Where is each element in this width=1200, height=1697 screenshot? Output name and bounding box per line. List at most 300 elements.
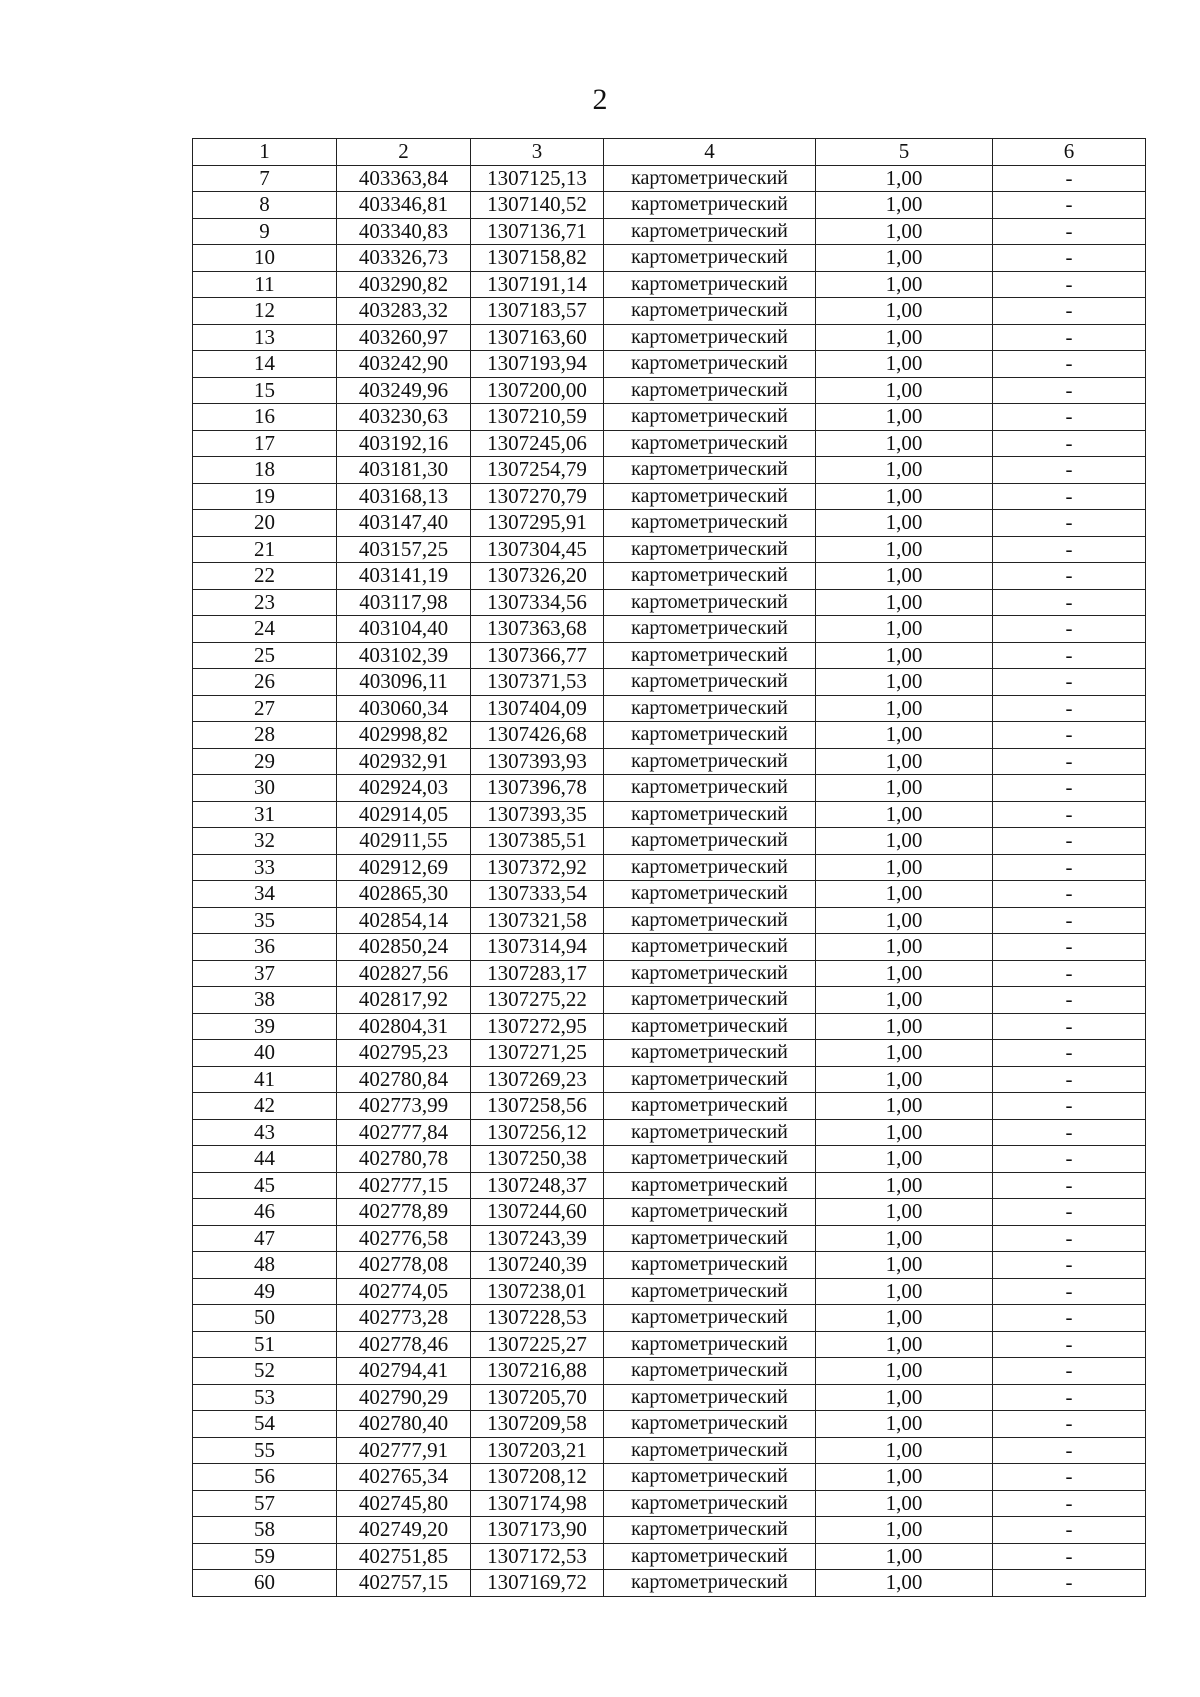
table-row xyxy=(193,377,1146,404)
note-cell: - xyxy=(993,1199,1146,1226)
table-row xyxy=(193,165,1146,192)
x-coordinate-cell: 402790,29 xyxy=(337,1384,471,1411)
note-cell: - xyxy=(993,616,1146,643)
y-coordinate-cell: 1307272,95 xyxy=(471,1013,604,1040)
accuracy-cell: 1,00 xyxy=(816,801,993,828)
note-cell: - xyxy=(993,1384,1146,1411)
point-number-cell: 54 xyxy=(193,1411,337,1438)
y-coordinate-cell: 1307228,53 xyxy=(471,1305,604,1332)
x-coordinate-cell: 402804,31 xyxy=(337,1013,471,1040)
note-cell: - xyxy=(993,192,1146,219)
table-row xyxy=(193,1543,1146,1570)
x-coordinate-cell: 402795,23 xyxy=(337,1040,471,1067)
y-coordinate-cell: 1307240,39 xyxy=(471,1252,604,1279)
y-coordinate-cell: 1307256,12 xyxy=(471,1119,604,1146)
x-coordinate-cell: 402827,56 xyxy=(337,960,471,987)
x-coordinate-cell: 403346,81 xyxy=(337,192,471,219)
x-coordinate-cell: 402924,03 xyxy=(337,775,471,802)
note-cell: - xyxy=(993,987,1146,1014)
point-number-cell: 22 xyxy=(193,563,337,590)
note-cell: - xyxy=(993,510,1146,537)
note-cell: - xyxy=(993,1093,1146,1120)
accuracy-cell: 1,00 xyxy=(816,934,993,961)
y-coordinate-cell: 1307371,53 xyxy=(471,669,604,696)
point-number-cell: 39 xyxy=(193,1013,337,1040)
table-row xyxy=(193,298,1146,325)
note-cell: - xyxy=(993,854,1146,881)
accuracy-cell: 1,00 xyxy=(816,404,993,431)
method-cell: картометрический xyxy=(604,1172,816,1199)
y-coordinate-cell: 1307366,77 xyxy=(471,642,604,669)
note-cell: - xyxy=(993,1172,1146,1199)
method-cell: картометрический xyxy=(604,1199,816,1226)
point-number-cell: 26 xyxy=(193,669,337,696)
point-number-cell: 47 xyxy=(193,1225,337,1252)
method-cell: картометрический xyxy=(604,1093,816,1120)
point-number-cell: 20 xyxy=(193,510,337,537)
note-cell: - xyxy=(993,1278,1146,1305)
method-cell: картометрический xyxy=(604,642,816,669)
x-coordinate-cell: 402932,91 xyxy=(337,748,471,775)
table-row xyxy=(193,483,1146,510)
x-coordinate-cell: 402777,84 xyxy=(337,1119,471,1146)
note-cell: - xyxy=(993,589,1146,616)
point-number-cell: 50 xyxy=(193,1305,337,1332)
header-cell-1: 1 xyxy=(193,139,337,166)
y-coordinate-cell: 1307174,98 xyxy=(471,1490,604,1517)
point-number-cell: 48 xyxy=(193,1252,337,1279)
x-coordinate-cell: 402765,34 xyxy=(337,1464,471,1491)
x-coordinate-cell: 402850,24 xyxy=(337,934,471,961)
point-number-cell: 52 xyxy=(193,1358,337,1385)
point-number-cell: 37 xyxy=(193,960,337,987)
y-coordinate-cell: 1307225,27 xyxy=(471,1331,604,1358)
y-coordinate-cell: 1307203,21 xyxy=(471,1437,604,1464)
coordinates-table-wrapper xyxy=(192,138,1145,1597)
point-number-cell: 45 xyxy=(193,1172,337,1199)
table-row xyxy=(193,775,1146,802)
y-coordinate-cell: 1307169,72 xyxy=(471,1570,604,1597)
y-coordinate-cell: 1307426,68 xyxy=(471,722,604,749)
table-row xyxy=(193,695,1146,722)
page-number: 2 xyxy=(592,83,608,116)
y-coordinate-cell: 1307125,13 xyxy=(471,165,604,192)
point-number-cell: 51 xyxy=(193,1331,337,1358)
y-coordinate-cell: 1307244,60 xyxy=(471,1199,604,1226)
x-coordinate-cell: 403260,97 xyxy=(337,324,471,351)
table-row xyxy=(193,563,1146,590)
x-coordinate-cell: 403230,63 xyxy=(337,404,471,431)
accuracy-cell: 1,00 xyxy=(816,1119,993,1146)
method-cell: картометрический xyxy=(604,589,816,616)
note-cell: - xyxy=(993,404,1146,431)
table-row xyxy=(193,1146,1146,1173)
point-number-cell: 60 xyxy=(193,1570,337,1597)
note-cell: - xyxy=(993,351,1146,378)
accuracy-cell: 1,00 xyxy=(816,271,993,298)
method-cell: картометрический xyxy=(604,324,816,351)
table-row xyxy=(193,1570,1146,1597)
accuracy-cell: 1,00 xyxy=(816,1093,993,1120)
x-coordinate-cell: 402865,30 xyxy=(337,881,471,908)
point-number-cell: 44 xyxy=(193,1146,337,1173)
accuracy-cell: 1,00 xyxy=(816,1384,993,1411)
x-coordinate-cell: 403060,34 xyxy=(337,695,471,722)
method-cell: картометрический xyxy=(604,1384,816,1411)
y-coordinate-cell: 1307193,94 xyxy=(471,351,604,378)
method-cell: картометрический xyxy=(604,245,816,272)
x-coordinate-cell: 402777,91 xyxy=(337,1437,471,1464)
note-cell: - xyxy=(993,324,1146,351)
y-coordinate-cell: 1307304,45 xyxy=(471,536,604,563)
method-cell: картометрический xyxy=(604,404,816,431)
accuracy-cell: 1,00 xyxy=(816,1172,993,1199)
note-cell: - xyxy=(993,1490,1146,1517)
note-cell: - xyxy=(993,298,1146,325)
point-number-cell: 32 xyxy=(193,828,337,855)
note-cell: - xyxy=(993,1225,1146,1252)
y-coordinate-cell: 1307283,17 xyxy=(471,960,604,987)
accuracy-cell: 1,00 xyxy=(816,430,993,457)
table-row xyxy=(193,987,1146,1014)
accuracy-cell: 1,00 xyxy=(816,828,993,855)
accuracy-cell: 1,00 xyxy=(816,775,993,802)
x-coordinate-cell: 403168,13 xyxy=(337,483,471,510)
table-row xyxy=(193,1305,1146,1332)
note-cell: - xyxy=(993,748,1146,775)
note-cell: - xyxy=(993,775,1146,802)
table-row xyxy=(193,324,1146,351)
y-coordinate-cell: 1307258,56 xyxy=(471,1093,604,1120)
method-cell: картометрический xyxy=(604,801,816,828)
accuracy-cell: 1,00 xyxy=(816,695,993,722)
y-coordinate-cell: 1307136,71 xyxy=(471,218,604,245)
table-row xyxy=(193,1464,1146,1491)
method-cell: картометрический xyxy=(604,987,816,1014)
y-coordinate-cell: 1307243,39 xyxy=(471,1225,604,1252)
header-cell-6: 6 xyxy=(993,139,1146,166)
note-cell: - xyxy=(993,1146,1146,1173)
accuracy-cell: 1,00 xyxy=(816,1225,993,1252)
table-row xyxy=(193,1066,1146,1093)
x-coordinate-cell: 403192,16 xyxy=(337,430,471,457)
point-number-cell: 16 xyxy=(193,404,337,431)
table-row xyxy=(193,589,1146,616)
note-cell: - xyxy=(993,828,1146,855)
note-cell: - xyxy=(993,1119,1146,1146)
x-coordinate-cell: 403326,73 xyxy=(337,245,471,272)
note-cell: - xyxy=(993,483,1146,510)
x-coordinate-cell: 403290,82 xyxy=(337,271,471,298)
y-coordinate-cell: 1307385,51 xyxy=(471,828,604,855)
point-number-cell: 18 xyxy=(193,457,337,484)
table-row xyxy=(193,1358,1146,1385)
y-coordinate-cell: 1307269,23 xyxy=(471,1066,604,1093)
accuracy-cell: 1,00 xyxy=(816,1490,993,1517)
table-row xyxy=(193,1225,1146,1252)
method-cell: картометрический xyxy=(604,1331,816,1358)
note-cell: - xyxy=(993,642,1146,669)
note-cell: - xyxy=(993,1013,1146,1040)
x-coordinate-cell: 403104,40 xyxy=(337,616,471,643)
note-cell: - xyxy=(993,1040,1146,1067)
point-number-cell: 29 xyxy=(193,748,337,775)
x-coordinate-cell: 402817,92 xyxy=(337,987,471,1014)
method-cell: картометрический xyxy=(604,457,816,484)
accuracy-cell: 1,00 xyxy=(816,536,993,563)
accuracy-cell: 1,00 xyxy=(816,351,993,378)
note-cell: - xyxy=(993,881,1146,908)
method-cell: картометрический xyxy=(604,881,816,908)
y-coordinate-cell: 1307404,09 xyxy=(471,695,604,722)
table-row xyxy=(193,1093,1146,1120)
method-cell: картометрический xyxy=(604,1305,816,1332)
y-coordinate-cell: 1307393,35 xyxy=(471,801,604,828)
y-coordinate-cell: 1307140,52 xyxy=(471,192,604,219)
table-row xyxy=(193,934,1146,961)
x-coordinate-cell: 403363,84 xyxy=(337,165,471,192)
point-number-cell: 9 xyxy=(193,218,337,245)
y-coordinate-cell: 1307183,57 xyxy=(471,298,604,325)
point-number-cell: 55 xyxy=(193,1437,337,1464)
y-coordinate-cell: 1307238,01 xyxy=(471,1278,604,1305)
point-number-cell: 17 xyxy=(193,430,337,457)
y-coordinate-cell: 1307245,06 xyxy=(471,430,604,457)
note-cell: - xyxy=(993,165,1146,192)
y-coordinate-cell: 1307209,58 xyxy=(471,1411,604,1438)
table-row xyxy=(193,1172,1146,1199)
method-cell: картометрический xyxy=(604,722,816,749)
accuracy-cell: 1,00 xyxy=(816,1146,993,1173)
x-coordinate-cell: 402911,55 xyxy=(337,828,471,855)
x-coordinate-cell: 402773,28 xyxy=(337,1305,471,1332)
point-number-cell: 15 xyxy=(193,377,337,404)
table-row xyxy=(193,1252,1146,1279)
table-row xyxy=(193,1040,1146,1067)
method-cell: картометрический xyxy=(604,854,816,881)
method-cell: картометрический xyxy=(604,483,816,510)
table-row xyxy=(193,828,1146,855)
point-number-cell: 43 xyxy=(193,1119,337,1146)
y-coordinate-cell: 1307250,38 xyxy=(471,1146,604,1173)
method-cell: картометрический xyxy=(604,192,816,219)
table-row xyxy=(193,192,1146,219)
method-cell: картометрический xyxy=(604,1013,816,1040)
note-cell: - xyxy=(993,1066,1146,1093)
accuracy-cell: 1,00 xyxy=(816,907,993,934)
x-coordinate-cell: 402780,84 xyxy=(337,1066,471,1093)
note-cell: - xyxy=(993,1331,1146,1358)
method-cell: картометрический xyxy=(604,1517,816,1544)
accuracy-cell: 1,00 xyxy=(816,457,993,484)
accuracy-cell: 1,00 xyxy=(816,854,993,881)
accuracy-cell: 1,00 xyxy=(816,722,993,749)
table-row xyxy=(193,1384,1146,1411)
method-cell: картометрический xyxy=(604,1225,816,1252)
x-coordinate-cell: 402780,40 xyxy=(337,1411,471,1438)
method-cell: картометрический xyxy=(604,1411,816,1438)
table-row xyxy=(193,1517,1146,1544)
y-coordinate-cell: 1307314,94 xyxy=(471,934,604,961)
table-row xyxy=(193,722,1146,749)
point-number-cell: 49 xyxy=(193,1278,337,1305)
x-coordinate-cell: 403340,83 xyxy=(337,218,471,245)
accuracy-cell: 1,00 xyxy=(816,510,993,537)
table-row xyxy=(193,1278,1146,1305)
table-row xyxy=(193,642,1146,669)
point-number-cell: 27 xyxy=(193,695,337,722)
y-coordinate-cell: 1307216,88 xyxy=(471,1358,604,1385)
note-cell: - xyxy=(993,245,1146,272)
x-coordinate-cell: 402794,41 xyxy=(337,1358,471,1385)
y-coordinate-cell: 1307321,58 xyxy=(471,907,604,934)
y-coordinate-cell: 1307333,54 xyxy=(471,881,604,908)
y-coordinate-cell: 1307254,79 xyxy=(471,457,604,484)
method-cell: картометрический xyxy=(604,1252,816,1279)
method-cell: картометрический xyxy=(604,430,816,457)
y-coordinate-cell: 1307271,25 xyxy=(471,1040,604,1067)
y-coordinate-cell: 1307248,37 xyxy=(471,1172,604,1199)
point-number-cell: 21 xyxy=(193,536,337,563)
header-cell-3: 3 xyxy=(471,139,604,166)
method-cell: картометрический xyxy=(604,669,816,696)
table-row xyxy=(193,960,1146,987)
accuracy-cell: 1,00 xyxy=(816,1437,993,1464)
table-row xyxy=(193,669,1146,696)
table-row xyxy=(193,351,1146,378)
method-cell: картометрический xyxy=(604,510,816,537)
x-coordinate-cell: 402776,58 xyxy=(337,1225,471,1252)
method-cell: картометрический xyxy=(604,748,816,775)
method-cell: картометрический xyxy=(604,775,816,802)
note-cell: - xyxy=(993,536,1146,563)
table-row xyxy=(193,748,1146,775)
accuracy-cell: 1,00 xyxy=(816,1252,993,1279)
accuracy-cell: 1,00 xyxy=(816,298,993,325)
point-number-cell: 24 xyxy=(193,616,337,643)
point-number-cell: 56 xyxy=(193,1464,337,1491)
accuracy-cell: 1,00 xyxy=(816,245,993,272)
method-cell: картометрический xyxy=(604,1119,816,1146)
point-number-cell: 12 xyxy=(193,298,337,325)
method-cell: картометрический xyxy=(604,298,816,325)
table-header-row xyxy=(193,139,1146,166)
note-cell: - xyxy=(993,907,1146,934)
note-cell: - xyxy=(993,1517,1146,1544)
point-number-cell: 14 xyxy=(193,351,337,378)
y-coordinate-cell: 1307208,12 xyxy=(471,1464,604,1491)
accuracy-cell: 1,00 xyxy=(816,377,993,404)
note-cell: - xyxy=(993,563,1146,590)
accuracy-cell: 1,00 xyxy=(816,1278,993,1305)
note-cell: - xyxy=(993,457,1146,484)
note-cell: - xyxy=(993,934,1146,961)
method-cell: картометрический xyxy=(604,271,816,298)
x-coordinate-cell: 403102,39 xyxy=(337,642,471,669)
y-coordinate-cell: 1307275,22 xyxy=(471,987,604,1014)
method-cell: картометрический xyxy=(604,1278,816,1305)
point-number-cell: 59 xyxy=(193,1543,337,1570)
accuracy-cell: 1,00 xyxy=(816,1358,993,1385)
method-cell: картометрический xyxy=(604,1040,816,1067)
x-coordinate-cell: 402777,15 xyxy=(337,1172,471,1199)
x-coordinate-cell: 402912,69 xyxy=(337,854,471,881)
accuracy-cell: 1,00 xyxy=(816,881,993,908)
point-number-cell: 53 xyxy=(193,1384,337,1411)
point-number-cell: 30 xyxy=(193,775,337,802)
point-number-cell: 34 xyxy=(193,881,337,908)
header-cell-4: 4 xyxy=(604,139,816,166)
point-number-cell: 19 xyxy=(193,483,337,510)
y-coordinate-cell: 1307191,14 xyxy=(471,271,604,298)
x-coordinate-cell: 402749,20 xyxy=(337,1517,471,1544)
accuracy-cell: 1,00 xyxy=(816,563,993,590)
point-number-cell: 10 xyxy=(193,245,337,272)
point-number-cell: 36 xyxy=(193,934,337,961)
method-cell: картометрический xyxy=(604,1490,816,1517)
point-number-cell: 11 xyxy=(193,271,337,298)
point-number-cell: 58 xyxy=(193,1517,337,1544)
note-cell: - xyxy=(993,430,1146,457)
point-number-cell: 33 xyxy=(193,854,337,881)
x-coordinate-cell: 402778,89 xyxy=(337,1199,471,1226)
table-row xyxy=(193,801,1146,828)
point-number-cell: 8 xyxy=(193,192,337,219)
accuracy-cell: 1,00 xyxy=(816,1013,993,1040)
y-coordinate-cell: 1307205,70 xyxy=(471,1384,604,1411)
accuracy-cell: 1,00 xyxy=(816,589,993,616)
accuracy-cell: 1,00 xyxy=(816,1570,993,1597)
y-coordinate-cell: 1307173,90 xyxy=(471,1517,604,1544)
method-cell: картометрический xyxy=(604,695,816,722)
method-cell: картометрический xyxy=(604,165,816,192)
table-row xyxy=(193,1490,1146,1517)
table-row xyxy=(193,854,1146,881)
header-cell-2: 2 xyxy=(337,139,471,166)
y-coordinate-cell: 1307295,91 xyxy=(471,510,604,537)
table-row xyxy=(193,1331,1146,1358)
method-cell: картометрический xyxy=(604,1358,816,1385)
accuracy-cell: 1,00 xyxy=(816,669,993,696)
y-coordinate-cell: 1307396,78 xyxy=(471,775,604,802)
note-cell: - xyxy=(993,1305,1146,1332)
table-row xyxy=(193,404,1146,431)
note-cell: - xyxy=(993,1570,1146,1597)
accuracy-cell: 1,00 xyxy=(816,1199,993,1226)
method-cell: картометрический xyxy=(604,960,816,987)
method-cell: картометрический xyxy=(604,563,816,590)
accuracy-cell: 1,00 xyxy=(816,1464,993,1491)
note-cell: - xyxy=(993,1411,1146,1438)
point-number-cell: 7 xyxy=(193,165,337,192)
accuracy-cell: 1,00 xyxy=(816,1517,993,1544)
accuracy-cell: 1,00 xyxy=(816,1411,993,1438)
point-number-cell: 13 xyxy=(193,324,337,351)
y-coordinate-cell: 1307334,56 xyxy=(471,589,604,616)
note-cell: - xyxy=(993,960,1146,987)
method-cell: картометрический xyxy=(604,828,816,855)
accuracy-cell: 1,00 xyxy=(816,1040,993,1067)
accuracy-cell: 1,00 xyxy=(816,1331,993,1358)
accuracy-cell: 1,00 xyxy=(816,987,993,1014)
y-coordinate-cell: 1307363,68 xyxy=(471,616,604,643)
table-row xyxy=(193,245,1146,272)
point-number-cell: 25 xyxy=(193,642,337,669)
accuracy-cell: 1,00 xyxy=(816,324,993,351)
x-coordinate-cell: 402774,05 xyxy=(337,1278,471,1305)
x-coordinate-cell: 403249,96 xyxy=(337,377,471,404)
point-number-cell: 38 xyxy=(193,987,337,1014)
